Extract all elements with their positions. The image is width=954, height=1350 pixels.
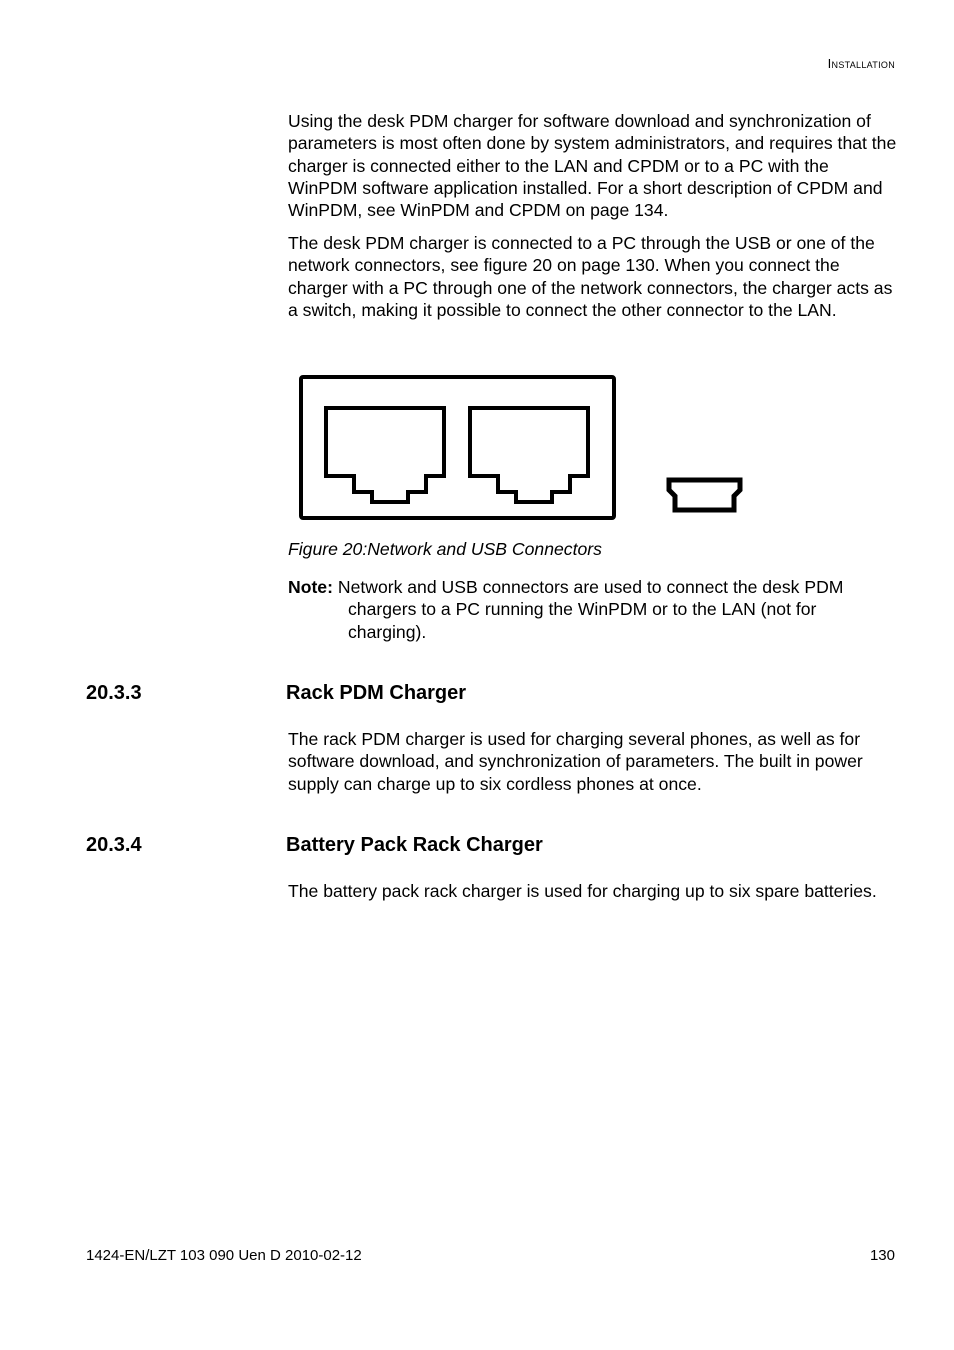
paragraph-connection: The desk PDM charger is connected to a PC through the USB or one of the network connectors, see figure 20 on page 130. When you connect the charger with a PC through one of the network connectors, the charger acts as a switch, making it possible to connect the other connector to the LAN. bbox=[288, 233, 893, 320]
footer-document-id: 1424-EN/LZT 103 090 Uen D 2010-02-12 bbox=[86, 1247, 362, 1264]
section-title-rack: Rack PDM Charger bbox=[286, 682, 467, 704]
note-block bbox=[288, 576, 898, 643]
paragraph-rack: The rack PDM charger is used for charging several phones, as well as for software download, and synchronization of parameters. The built in power supply can charge up to six cordless phones at once. bbox=[288, 729, 863, 794]
network-port-right-icon bbox=[470, 408, 588, 502]
paragraph-intro: Using the desk PDM charger for software download and synchronization of parameters is most often done by system administrators, and requires that the charger is connected either to the LAN and CPDM or to a PC with the WinPDM software application installed. For a short description of CPDM and WinPDM, see WinPDM and CPDM on page 134. bbox=[288, 111, 897, 221]
network-port-left-icon bbox=[326, 408, 444, 502]
section-number-rack: 20.3.3 bbox=[86, 682, 142, 704]
section-number-battery: 20.3.4 bbox=[86, 834, 142, 856]
footer-page-number: 130 bbox=[869, 1247, 895, 1264]
connectors-figure bbox=[298, 374, 748, 524]
paragraph-battery: The battery pack rack charger is used for charging up to six spare batteries. bbox=[288, 881, 877, 901]
note-label: Note: bbox=[288, 577, 333, 597]
note-text: chargers to a PC running the WinPDM or to the LAN (not for charging). bbox=[348, 599, 817, 642]
figure-caption: Figure 20:Network and USB Connectors bbox=[288, 539, 602, 559]
section-title-battery: Battery Pack Rack Charger bbox=[286, 834, 543, 856]
running-header: Installation bbox=[827, 56, 895, 71]
note-line1: Network and USB connectors are used to connect the desk PDM bbox=[337, 577, 844, 597]
usb-port-icon bbox=[669, 480, 740, 510]
network-connectors-illustration bbox=[301, 377, 614, 518]
